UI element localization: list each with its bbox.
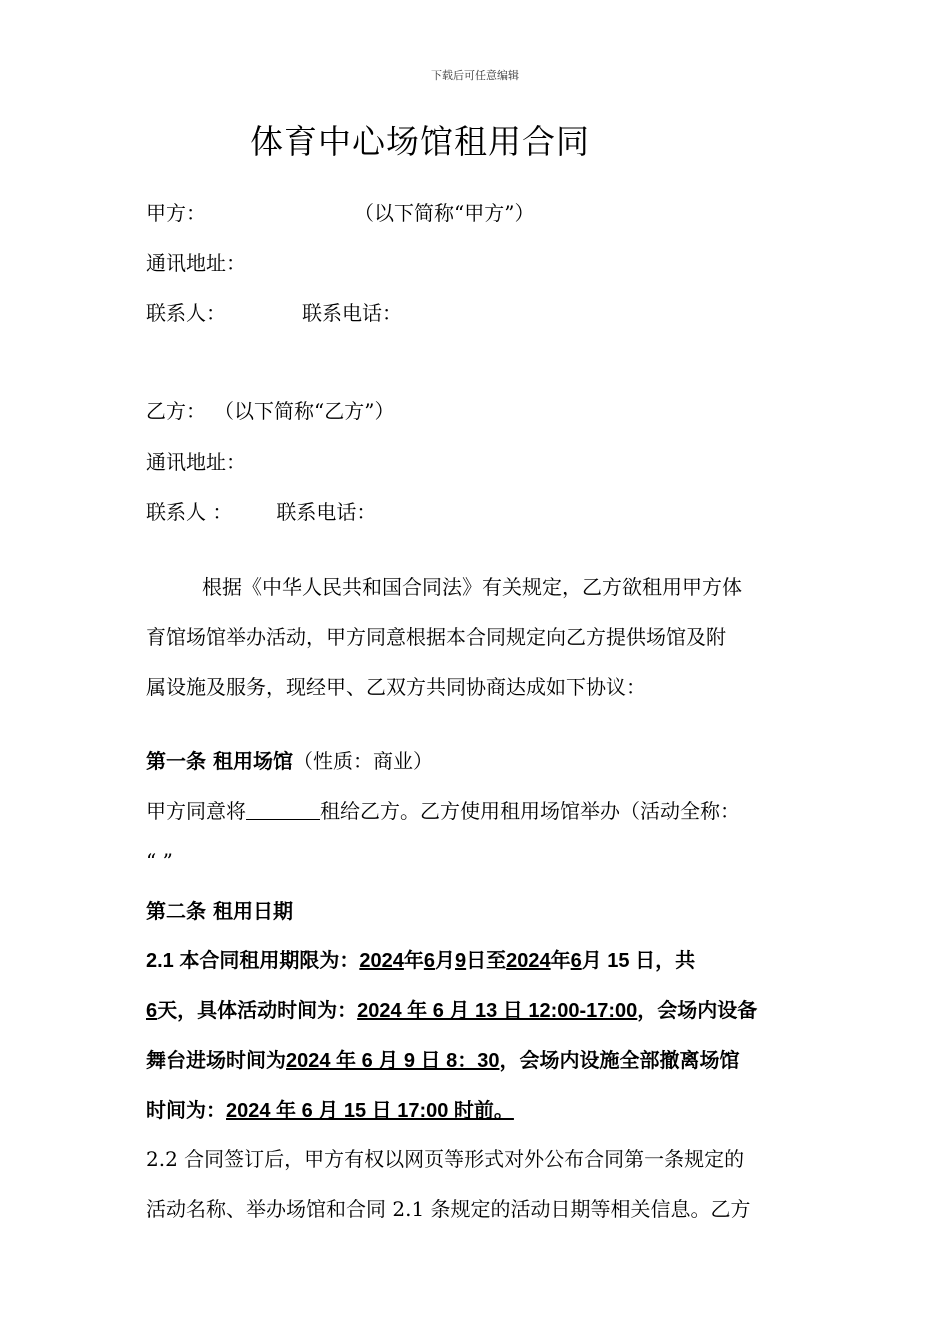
clause-2-2-line-2: 活动名称、举办场馆和合同 2.1 条规定的活动日期等相关信息。乙方 (146, 1197, 751, 1221)
article-1-text-a: 甲方同意将 (146, 799, 246, 823)
article-2-heading: 第二条 租用日期 (146, 899, 293, 923)
header-note: 下载后可任意编辑 (431, 69, 519, 82)
article-1-heading: 第一条 租用场馆 (146, 749, 293, 773)
article-1-nature: （性质：商业） (292, 749, 433, 773)
party-a-address: 通讯地址： (146, 251, 246, 275)
party-b-abbrev: （以下简称“乙方”） (214, 399, 395, 423)
party-b-contact-line (146, 500, 376, 524)
start-day: 9 (454, 950, 467, 972)
start-month: 6 (423, 950, 435, 972)
article-1-line-2: “ ” (146, 849, 173, 873)
total-days: 6 (146, 1000, 158, 1022)
document-title: 体育中心场馆租用合同 (250, 122, 590, 161)
article-1-text-b: 租给乙方。乙方使用租用场馆举办（活动全称： (320, 799, 740, 823)
clause-2-1-line-2 (146, 998, 757, 1023)
end-day-text: 月 15 日，共 (581, 950, 696, 972)
party-b-address: 通讯地址： (146, 450, 246, 474)
preamble-line-1: 根据《中华人民共和国合同法》有关规定，乙方欲租用甲方体 (202, 575, 742, 599)
party-a-phone-label: 联系电话： (302, 301, 402, 325)
setup-time: 2024 年 6 月 9 日 8：30 (286, 1050, 500, 1072)
party-b-contact-label: 联系人 ： (146, 500, 233, 524)
clause-2-2-line-1: 2.2 合同签订后，甲方有权以网页等形式对外公布合同第一条规定的 (146, 1147, 745, 1171)
teardown-time: 2024 年 6 月 15 日 17:00 时前。 (226, 1100, 514, 1122)
party-a-label: 甲方： (146, 201, 206, 225)
party-a-contact-label: 联系人： (146, 301, 226, 325)
clause-2-1-line-1 (146, 948, 695, 973)
article-1-heading-line (146, 749, 433, 773)
text-year: 年 (403, 948, 424, 972)
teardown-text: ，会场内设施全部撤离场馆 (499, 1048, 740, 1072)
party-b-phone-label: 联系电话： (276, 500, 377, 524)
event-time-label: 天，具体活动时间为： (157, 998, 358, 1022)
article-1-line-1 (146, 799, 740, 823)
teardown-label: 时间为： (146, 1098, 226, 1122)
event-time: 2024 年 6 月 13 日 12:00-17:00 (357, 1000, 638, 1022)
text-to: 日至 (466, 948, 507, 972)
party-b-label: 乙方： (146, 399, 206, 423)
clause-2-1-line-4 (146, 1098, 514, 1123)
preamble-line-3: 属设施及服务，现经甲、乙双方共同协商达成如下协议： (146, 675, 646, 699)
party-a-contact-line (146, 301, 402, 325)
clause-2-1-line-3 (146, 1048, 739, 1073)
end-year: 2024 (506, 950, 551, 972)
setup-label: 舞台进场时间为 (146, 1048, 286, 1072)
start-year: 2024 (359, 950, 404, 972)
preamble-line-2: 育馆场馆举办活动，甲方同意根据本合同规定向乙方提供场馆及附 (146, 625, 726, 649)
clause-2-1-text: 2.1 本合同租用期限为： (146, 950, 360, 972)
party-a-abbrev: （以下简称“甲方”） (354, 201, 535, 225)
venue-blank (246, 801, 320, 820)
party-b-line (146, 399, 394, 423)
equipment-text: ，会场内设备 (637, 998, 758, 1022)
end-month: 6 (570, 950, 582, 972)
party-a-line (146, 201, 534, 225)
text-year-2: 年 (550, 948, 571, 972)
text-month: 月 (434, 948, 455, 972)
